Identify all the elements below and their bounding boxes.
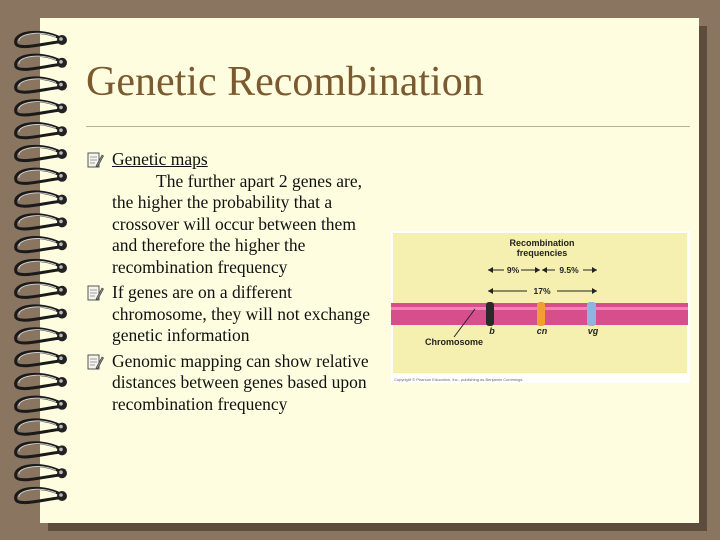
spiral-ring-icon bbox=[16, 146, 67, 160]
spiral-ring-icon bbox=[16, 124, 67, 138]
gene-band-vg bbox=[587, 302, 596, 326]
spiral-ring-icon bbox=[16, 466, 67, 480]
spiral-ring-icon bbox=[16, 420, 67, 434]
figure-copyright: Copyright © Pearson Education, Inc., publishing as Benjamin Cummings. bbox=[394, 377, 524, 382]
figure-heading-2: frequencies bbox=[516, 248, 568, 258]
pencil-note-icon bbox=[86, 284, 104, 302]
bullet-text-body: If genes are on a different chromosome, they will not exchange genetic information bbox=[112, 282, 371, 345]
chromosome-label: Chromosome bbox=[424, 337, 484, 347]
spiral-ring-icon bbox=[16, 192, 67, 206]
bullet-text bbox=[112, 171, 156, 191]
spiral-binding bbox=[0, 0, 80, 540]
spiral-ring-icon bbox=[16, 283, 67, 297]
gene-b-label: b bbox=[489, 326, 495, 336]
recombination-figure bbox=[391, 231, 690, 383]
pencil-note-icon bbox=[86, 353, 104, 371]
spiral-ring-icon bbox=[16, 55, 67, 69]
bullet-text-body: Genomic mapping can show relative distances between genes based upon recombination frequency bbox=[112, 350, 369, 414]
spiral-ring-icon bbox=[16, 215, 67, 229]
gene-band-b bbox=[486, 302, 494, 326]
spiral-ring-icon bbox=[16, 306, 67, 320]
freq-b-cn-label: 9% bbox=[506, 265, 520, 275]
bullet-item bbox=[86, 282, 376, 347]
spiral-ring-icon bbox=[16, 101, 67, 115]
freq-cn-vg-label: 9.5% bbox=[559, 265, 579, 275]
bullet-item bbox=[86, 149, 376, 278]
bullet-list bbox=[86, 149, 376, 419]
spiral-ring-icon bbox=[16, 443, 67, 457]
freq-b-vg-label: 17% bbox=[533, 286, 551, 296]
title-divider bbox=[86, 126, 690, 127]
spiral-ring-icon bbox=[16, 329, 67, 343]
spiral-ring-icon bbox=[16, 260, 67, 274]
spiral-ring-icon bbox=[16, 488, 67, 502]
gene-cn-label: cn bbox=[536, 326, 548, 336]
spiral-ring-icon bbox=[16, 78, 67, 92]
spiral-ring-icon bbox=[16, 374, 67, 388]
bullet-item bbox=[86, 351, 376, 416]
spiral-ring-icon bbox=[16, 238, 67, 252]
spiral-ring-icon bbox=[16, 352, 67, 366]
bullet-heading: Genetic maps bbox=[112, 149, 208, 169]
slide-title: Genetic Recombination bbox=[86, 59, 484, 105]
gene-vg-label: vg bbox=[587, 326, 599, 336]
spiral-ring-icon bbox=[16, 397, 67, 411]
gene-band-cn bbox=[537, 302, 545, 326]
spiral-ring-icon bbox=[16, 169, 67, 183]
pencil-note-icon bbox=[86, 151, 104, 169]
spiral-ring-icon bbox=[16, 32, 67, 46]
figure-heading-1: Recombination bbox=[509, 238, 575, 248]
bullet-text-body: The further apart 2 genes are, the higher the probability that a crossover will occur between them and therefore the higher the recombination frequency bbox=[112, 170, 363, 277]
